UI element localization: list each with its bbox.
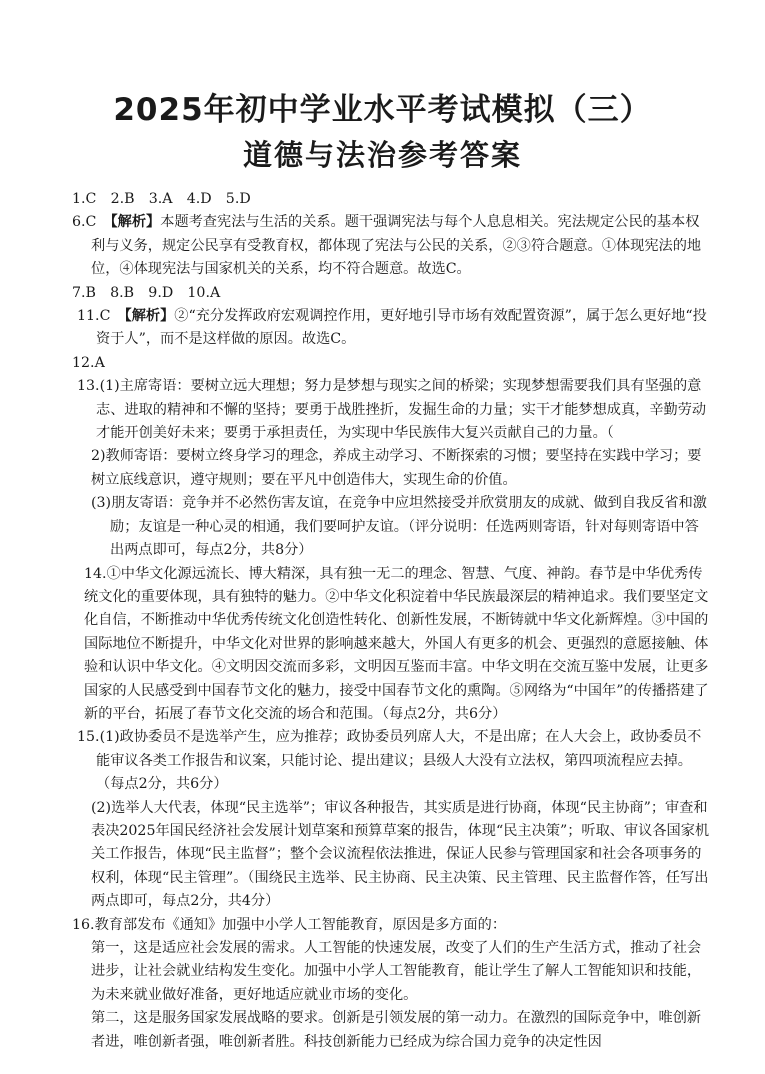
answer-q6 (72, 211, 712, 281)
answer-q15-part2: (2)选举人大代表，体现“民主选举”；审议各种报告，其实质是进行协商，体现“民主协商”；审查和表决2025年国民经济社会发展计划草案和预算草案的报告，体现“民主决策”；听取、审议各国家机关工作报告，体现“民主监督”；整个会议流程依法推进，保证人民参与管理国家和社会各项事务的权利，体现“民主管理”。（围绕民主选举、民主协商、民主决策、民主管理、民主监督作答，任写出两点即可，每点2分，共4分） (91, 799, 710, 910)
page-subtitle: 道德与法治参考答案 (242, 138, 522, 172)
answer-q13-part3: (3)朋友寄语：竞争并不必然伤害友谊，在竞争中应坦然接受并欣赏朋友的成就、做到自我反省和激励；友谊是一种心灵的相通，我们要呵护友谊。（评分说明：任选两则寄语，针对每则寄语中答出两点即可，每点2分，共8分） (91, 495, 707, 559)
answer-q13-part2: 2)教师寄语：要树立终身学习的理念，养成主动学习、不断探索的习惯；要坚持在实践中学习；要树立底线意识，遵守规则；要在平凡中创造伟大，实现生命的价值。 (91, 448, 702, 488)
answer-q11-text: ②“充分发挥政府宏观调控作用，更好地引导市场有效配置资源”，属于怎么更好地“投资于人”，而不是这样做的原因。故选C。 (96, 308, 707, 348)
answer-q11-choice: 11.C (77, 308, 125, 325)
answer-q14: 14.①中华文化源远流长、博大精深，具有独一无二的理念、智慧、气度、神韵。春节是中华优秀传统文化的重要体现，具有独特的魅力。②中华文化积淀着中华民族最深层的精神追求。我们要坚定文化自信，不断推动中华优秀传统文化创造性转化、创新性发展，不断铸就中华文化新辉煌。③中国的国际地位不断提升，中华文化对世界的影响越来越大，外国人有更多的机会、更强烈的意愿接触、体验和认识中华文化。④文明因交流而多彩，文明因互鉴而丰富。中华文明在交流互鉴中发展，让更多国家的人民感受到中国春节文化的魅力，接受中国春节文化的熏陶。⑤网络为“中国年”的传播搭建了新的平台，拓展了春节文化交流的场合和范围。（每点2分，共6分） (84, 565, 709, 722)
answer-q11 (72, 305, 712, 352)
answer-line-1-5: 1.C 2.B 3.A 4.D 5.D (72, 191, 251, 207)
analysis-label: 【解析】 (110, 214, 161, 231)
answer-q12: 12.A (72, 354, 105, 371)
answer-q16-intro: 16.教育部发布《通知》加强中小学人工智能教育，原因是多方面的： (72, 916, 507, 933)
answer-q6-text: 本题考查宪法与生活的关系。题干强调宪法与每个人息息相关。宪法规定公民的基本权利与义务，规定公民享有受教育权，都体现了宪法与公民的关系，②③符合题意。①体现宪法的地位，④体现宪法与国家机关的关系，均不符合题意。故选C。 (91, 214, 702, 278)
answer-q15-part1: 15.(1)政协委员不是选举产生，应为推荐；政协委员列席人大，不是出席；在人大会上，政协委员不能审议各类工作报告和议案，只能讨论、提出建议；县级人大没有立法权，第四项流程应去掉。（每点2分，共6分） (77, 729, 702, 793)
answer-body (72, 188, 712, 1054)
answer-line-7-10: 7.B 8.B 9.D 10.A (72, 284, 221, 301)
answer-q16-point1: 第一，这是适应社会发展的需求。人工智能的快速发展，改变了人们的生产生活方式，推动了社会进步，让社会就业结构发生变化。加强中小学人工智能教育，能让学生了解人工智能知识和技能，为未来就业做好准备，更好地适应就业市场的变化。 (91, 940, 702, 1003)
answer-q6-choice: 6.C (72, 214, 111, 231)
answer-q13-part1: 13.(1)主席寄语：要树立远大理想；努力是梦想与现实之间的桥梁；实现梦想需要我们具有坚强的意志、进取的精神和不懈的坚持；要勇于战胜挫折，发掘生命的力量；实干才能梦想成真，辛勤劳动才能开创美好未来；要勇于承担责任，为实现中华民族伟大复兴贡献自己的力量。（ (77, 378, 707, 442)
answer-q16-point2: 第二，这是服务国家发展战略的要求。创新是引领发展的第一动力。在激烈的国际竞争中，唯创新者进，唯创新者强，唯创新者胜。科技创新能力已经成为综合国力竞争的决定性因 (91, 1010, 702, 1050)
page-title: 2025年初中学业水平考试模拟（三） (113, 92, 652, 128)
analysis-label: 【解析】 (124, 308, 175, 325)
